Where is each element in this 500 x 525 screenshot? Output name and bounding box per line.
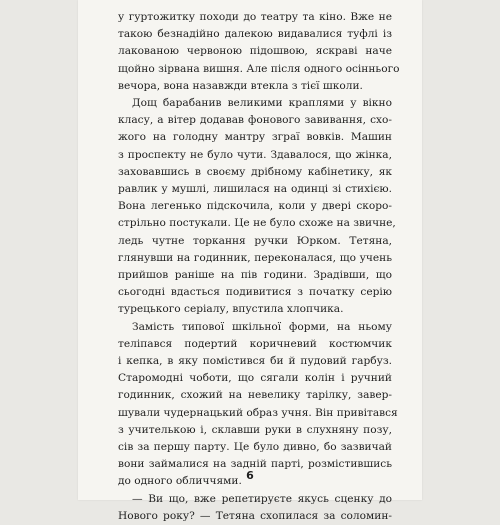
text-line: вони займалися на задній парті, розмістившись [118,458,392,471]
paragraph-4 [118,491,392,525]
text-line: теліпався подертий коричневий костюмчик [118,337,392,350]
paragraph-2 [118,95,396,319]
text-line: такою безнадійно далекою видавалися туфлі із [118,28,392,41]
page-number: 6 [246,469,254,482]
body-text [118,9,400,525]
text-line: лакованою червоною підошвою, яскраві наче [118,45,392,58]
text-line: равлик у мушлі, лишилася на одинці зі стихією. [118,183,392,196]
text-line: у гуртожитку походи до театру та кіно. Вже не [118,11,392,23]
text-line: Вона легенько підскочила, коли у двері скоро- [118,200,392,213]
text-line: з проспекту не було чути. Здавалося, що жінка, [118,148,392,161]
text-line: сів за першу парту. Це було дивно, бо зазвичай [118,441,392,454]
text-line: заховавшись в своєму дрібному кабінетику, як [118,165,392,178]
text-line: Старомодні чоботи, що сягали колін і ручний [118,372,392,385]
text-line: вечора, вона назавжди втекла з тієї школи. [118,79,363,92]
text-line: Замість типової шкільної форми, на ньому [132,320,392,333]
text-line: сьогодні вдасться подивитися з початку серію [118,286,392,299]
text-line: щойно зірвана вишня. Але після одного осіннього [118,62,400,75]
text-line: до одного обличчями. [118,475,242,488]
text-line: класу, а вітер додавав фонового завивання, схо- [118,114,392,127]
text-line: Дощ барабанив великими краплями у вікно [132,97,392,110]
paragraph-1 [118,9,400,95]
text-line: — Ви що, вже репетируєте якусь сценку до [132,492,392,505]
text-line: жого на голодну мантру зграї вовків. Машин [118,131,392,144]
text-line: стрільно постукали. Це не було схоже на звичне, [118,217,396,230]
text-line: Нового року? — Тетяна схопилася за соломин- [118,509,392,522]
text-line: ледь чутне торкання ручки Юрком. Тетяна, [118,234,392,247]
text-line: глянувши на годинник, переконалася, що учень [118,251,392,264]
text-line: з учителькою і, склавши руки в слухняну позу, [118,423,392,436]
text-line: шували чудернацький образ учня. Він привітався [118,406,398,419]
text-line: прийшов раніше на пів години. Зрадівши, що [118,269,392,282]
text-line: годинник, схожий на невелику тарілку, завер- [118,389,392,402]
text-line: і кепка, в яку помістився би й пудовий гарбуз. [118,355,392,368]
text-line: турецького серіалу, впустила хлопчика. [118,303,344,316]
paragraph-3 [118,319,398,491]
